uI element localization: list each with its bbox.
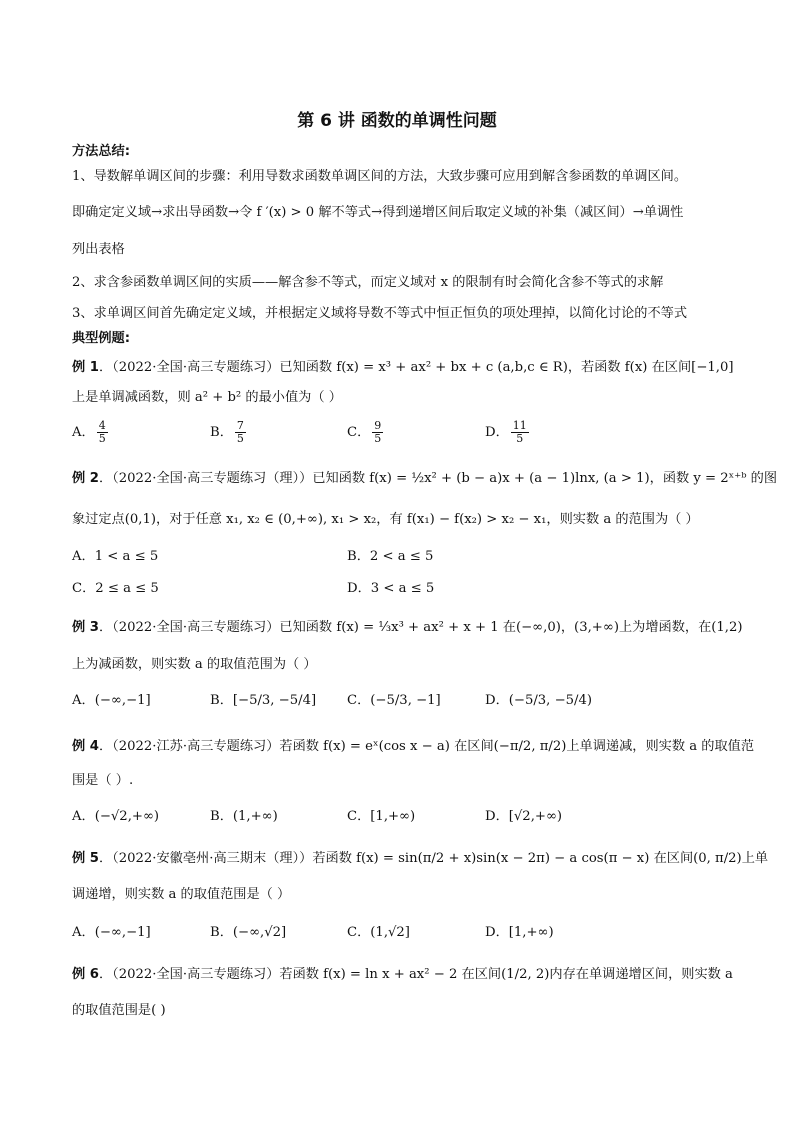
example-4-option-c[interactable]: C．[1,+∞): [347, 809, 416, 824]
example-3-line-1: [72, 619, 743, 637]
example-3-text: ．（2022·全国·高三专题练习）已知函数 f(x) = ⅓x³ + ax² + x + 1 在(−∞,0)，(3,+∞)上为增函数，在(1,2): [98, 620, 743, 635]
example-4-line-2: 围是（ ）.: [72, 773, 134, 788]
example-1-line-1: [72, 359, 734, 377]
example-3-label: 例 3: [72, 620, 99, 635]
fraction: $\frac{7}{5}$: [236, 419, 244, 445]
page-title: 第 6 讲 函数的单调性问题: [297, 111, 497, 131]
example-2-label: 例 2: [72, 471, 99, 486]
example-5-line-1: [72, 850, 769, 868]
fraction: $\frac{9}{5}$: [374, 419, 382, 445]
example-1-option-d[interactable]: D． $\frac{11}{5}$: [485, 419, 527, 445]
method-item-1c: 列出表格: [72, 242, 125, 257]
example-5-label: 例 5: [72, 851, 99, 866]
example-4-option-a[interactable]: A．(−√2,+∞): [72, 809, 160, 824]
example-1-option-c[interactable]: C． $\frac{9}{5}$: [347, 419, 382, 445]
fraction: $\frac{11}{5}$: [512, 419, 527, 445]
method-item-1a: 1、导数解单调区间的步骤：利用导数求函数单调区间的方法，大致步骤可应用到解含参函数的单调区间。: [72, 169, 688, 184]
example-4-label: 例 4: [72, 739, 99, 754]
example-2-option-c[interactable]: C．2 ≤ a ≤ 5: [72, 581, 159, 596]
example-5-option-c[interactable]: C．(1,√2]: [347, 925, 410, 940]
example-2-line-1: [72, 470, 778, 488]
method-heading: 方法总结:: [72, 144, 131, 159]
example-2-line-2: 象过定点(0,1)，对于任意 x₁, x₂ ∈ (0,+∞), x₁ > x₂，有 f(x₁) − f(x₂) > x₂ − x₁，则实数 a 的范围为（ ）: [72, 512, 699, 527]
example-1-text: ．（2022·全国·高三专题练习）已知函数 f(x) = x³ + ax² + bx + c (a,b,c ∈ R)，若函数 f(x) 在区间[−1,0]: [98, 360, 734, 375]
example-1-option-b[interactable]: B． $\frac{7}{5}$: [210, 419, 244, 445]
example-3-option-b[interactable]: B．[−5/3, −5/4]: [210, 693, 317, 708]
example-6-label: 例 6: [72, 967, 99, 982]
method-item-2: 2、求含参函数单调区间的实质——解含参不等式，而定义域对 x 的限制有时会简化含参不等式的求解: [72, 275, 664, 290]
example-6-line-2: 的取值范围是( ): [72, 1003, 166, 1018]
example-6-text: ．（2022·全国·高三专题练习）若函数 f(x) = ln x + ax² − 2 在区间(1/2, 2)内存在单调递增区间，则实数 a: [98, 967, 733, 982]
example-5-option-a[interactable]: A．(−∞,−1]: [72, 925, 151, 940]
method-item-3: 3、求单调区间首先确定定义域，并根据定义域将导数不等式中恒正恒负的项处理掉，以简化讨论的不等式: [72, 306, 688, 321]
example-5-option-d[interactable]: D．[1,+∞): [485, 925, 554, 940]
example-3-line-2: 上为减函数，则实数 a 的取值范围为（ ）: [72, 657, 317, 672]
example-3-option-a[interactable]: A．(−∞,−1]: [72, 693, 151, 708]
example-4-option-b[interactable]: B．(1,+∞): [210, 809, 278, 824]
example-4-option-d[interactable]: D．[√2,+∞): [485, 809, 563, 824]
example-3-option-c[interactable]: C．(−5/3, −1]: [347, 693, 441, 708]
example-5-line-2: 调递增，则实数 a 的取值范围是（ ）: [72, 887, 291, 902]
example-6-line-1: [72, 966, 733, 984]
method-item-1b: 即确定定义域→求出导函数→令 f ′(x) > 0 解不等式→得到递增区间后取定义域的补集（减区间）→单调性: [72, 205, 684, 220]
example-3-option-d[interactable]: D．(−5/3, −5/4): [485, 693, 592, 708]
examples-heading: 典型例题:: [72, 331, 131, 346]
example-1-label: 例 1: [72, 360, 99, 375]
example-4-line-1: [72, 738, 755, 756]
fraction: $\frac{4}{5}$: [98, 419, 106, 445]
example-2-text: ．（2022·全国·高三专题练习（理））已知函数 f(x) = ½x² + (b − a)x + (a − 1)lnx, (a > 1)，函数 y = 2ˣ⁺ᵇ 的图: [98, 471, 778, 486]
example-1-option-a[interactable]: A． $\frac{4}{5}$: [72, 419, 106, 445]
example-2-option-b[interactable]: B．2 < a ≤ 5: [347, 549, 434, 564]
example-2-option-a[interactable]: A．1 < a ≤ 5: [72, 549, 159, 564]
example-2-option-d[interactable]: D．3 < a ≤ 5: [347, 581, 435, 596]
example-4-text: ．（2022·江苏·高三专题练习）若函数 f(x) = eˣ(cos x − a) 在区间(−π/2, π/2)上单调递减，则实数 a 的取值范: [98, 739, 755, 754]
example-1-line-2: 上是单调减函数，则 a² + b² 的最小值为（ ）: [72, 390, 342, 405]
example-5-text: ．（2022·安徽亳州·高三期末（理））若函数 f(x) = sin(π/2 + x)sin(x − 2π) − a cos(π − x) 在区间(0, π/2)上单: [98, 851, 769, 866]
example-5-option-b[interactable]: B．(−∞,√2]: [210, 925, 287, 940]
